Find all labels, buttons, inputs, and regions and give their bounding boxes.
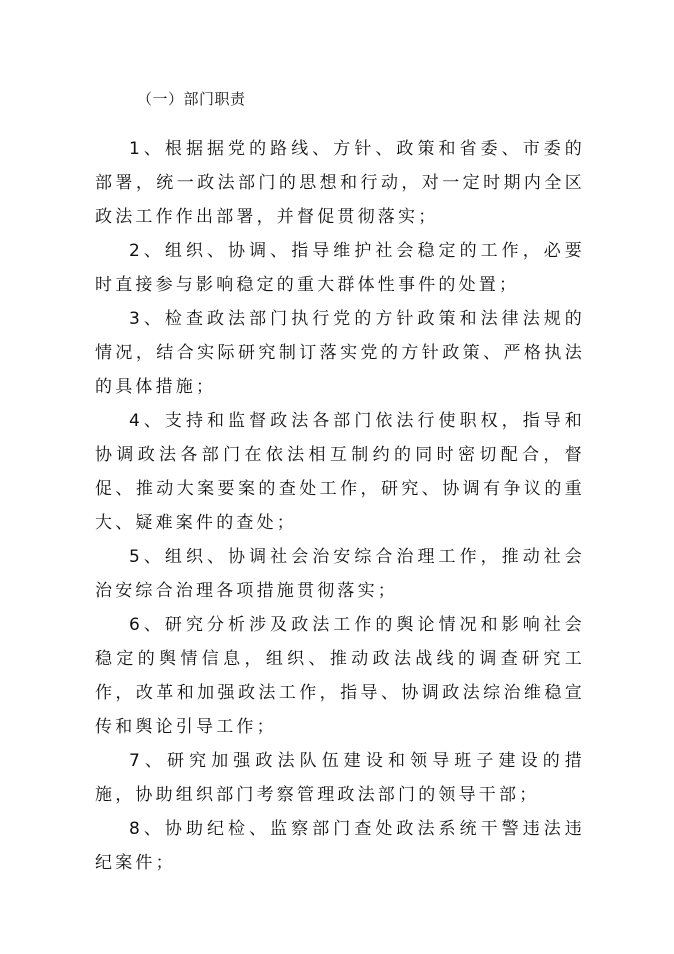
duty-paragraph-7: 7、研究加强政法队伍建设和领导班子建设的措施，协助组织部门考察管理政法部门的领导干部； bbox=[95, 751, 585, 805]
duty-paragraph-2: 2、组织、协调、指导维护社会稳定的工作，必要时直接参与影响稳定的重大群体性事件的处置； bbox=[95, 241, 585, 295]
document-body bbox=[95, 87, 585, 880]
duty-paragraph-8: 8、协助纪检、监察部门查处政法系统干警违法违纪案件； bbox=[95, 819, 585, 873]
duty-paragraph-6: 6、研究分析涉及政法工作的舆论情况和影响社会稳定的舆情信息，组织、推动政法战线的调查研究工作，改革和加强政法工作，指导、协调政法综治维稳宣传和舆论引导工作； bbox=[95, 615, 585, 737]
duty-paragraph-3: 3、检查政法部门执行党的方针政策和法律法规的情况，结合实际研究制订落实党的方针政策、严格执法的具体措施； bbox=[95, 309, 585, 397]
duty-paragraph-1: 1、根据据党的路线、方针、政策和省委、市委的部署，统一政法部门的思想和行动，对一定时期内全区政法工作作出部署，并督促贯彻落实； bbox=[95, 139, 585, 227]
duty-paragraph-5: 5、组织、协调社会治安综合治理工作，推动社会治安综合治理各项措施贯彻落实； bbox=[95, 547, 585, 601]
duty-paragraph-4: 4、支持和监督政法各部门依法行使职权，指导和协调政法各部门在依法相互制约的同时密切配合，督促、推动大案要案的查处工作，研究、协调有争议的重大、疑难案件的查处； bbox=[95, 411, 585, 533]
section-heading: （一）部门职责 bbox=[137, 90, 246, 108]
